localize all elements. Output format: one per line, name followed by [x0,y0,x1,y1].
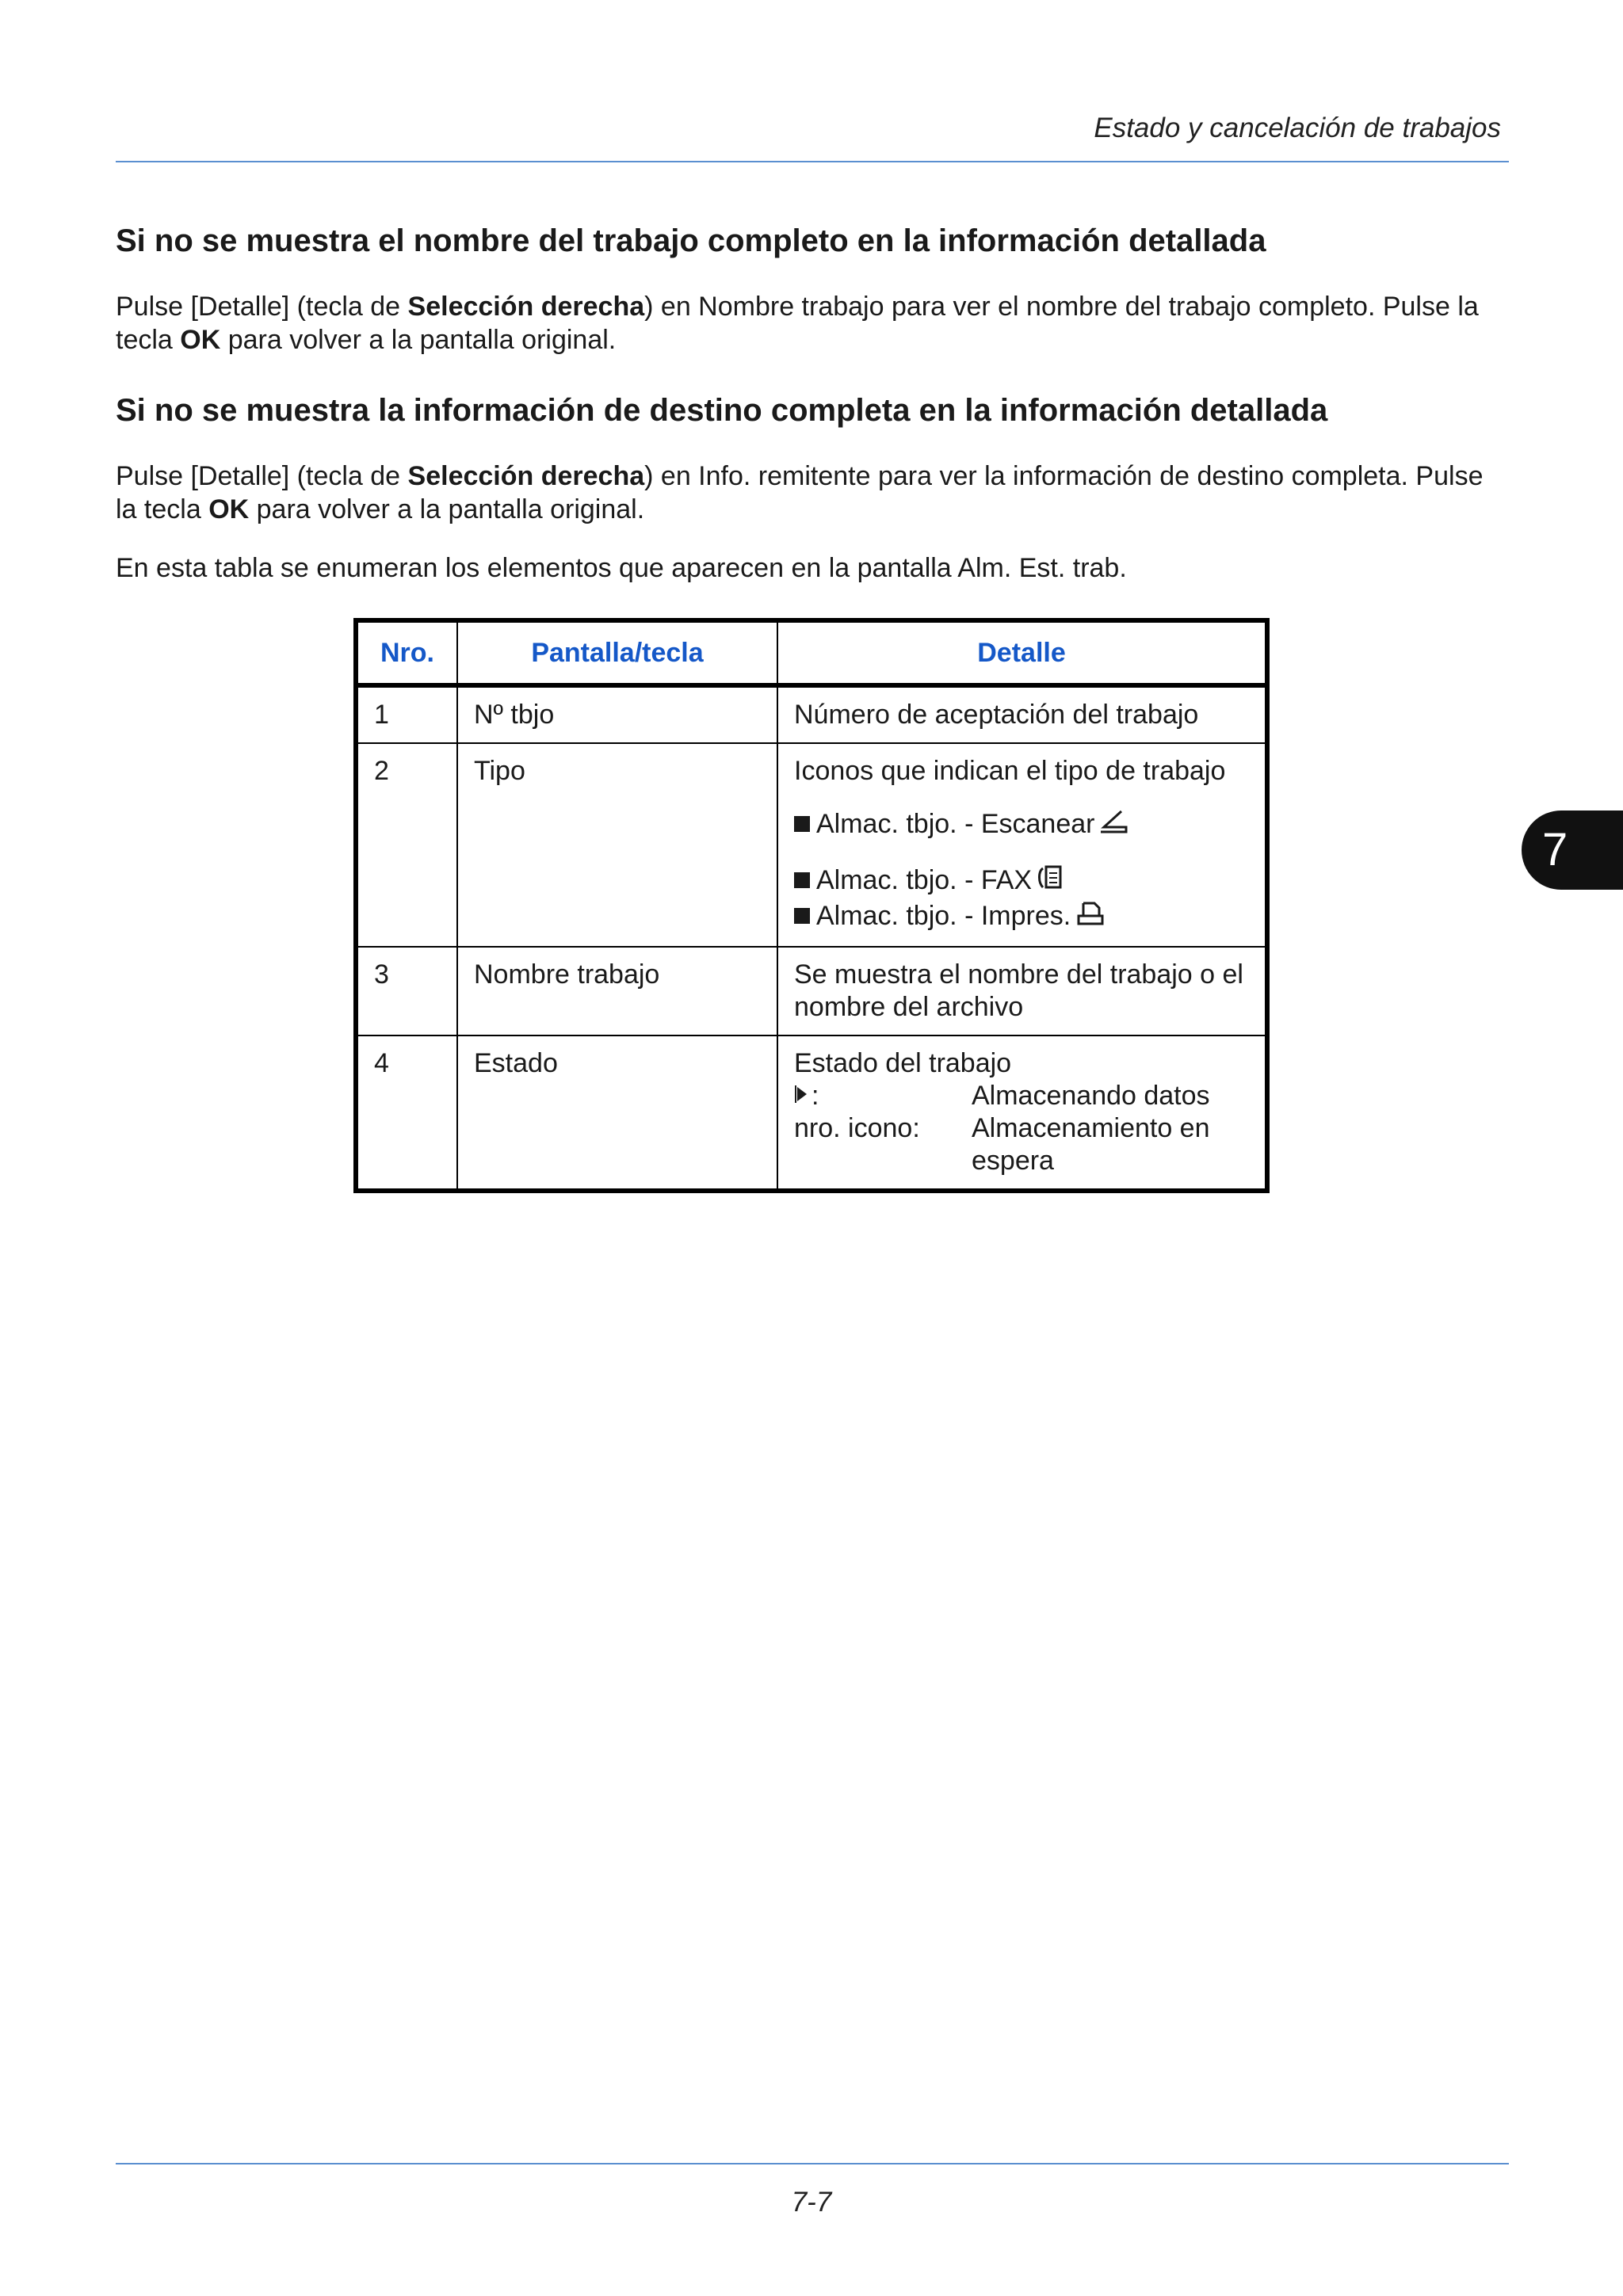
cell-nro: 3 [356,947,457,1035]
section-paragraph-job-name [116,290,1510,357]
paragraph-text: Pulse [Detalle] (tecla de [116,461,408,491]
section-paragraph-destination [116,460,1510,526]
scan-icon [1099,808,1129,843]
cell-key: Estado [457,1035,777,1191]
item-text: Almac. tbjo. - FAX [816,865,1033,895]
paragraph-text: ) en Nombre trabajo para ver el nombre del trabajo completo. Pulse la tecla [116,292,1479,355]
chapter-tab: 7 [1522,810,1623,890]
header-detail: Detalle [777,620,1267,685]
storing-data-icon [794,1081,812,1111]
cell-nro: 1 [356,685,457,743]
detail-text: Estado del trabajo [794,1048,1012,1079]
table-header-row [356,620,1267,685]
key-name-bold: OK [180,325,221,355]
cell-nro: 4 [356,1035,457,1191]
table-row [356,1035,1267,1191]
cell-key: Tipo [457,743,777,947]
square-bullet-icon [794,908,810,924]
running-header: Estado y cancelación de trabajos [1094,113,1501,143]
status-value: Almacenamiento en espera [972,1113,1210,1177]
table-intro: En esta tabla se enumeran los elementos que aparecen en la pantalla Alm. Est. trab. [116,553,1127,583]
key-name-bold: Selección derecha [407,461,645,491]
table-row [356,685,1267,743]
key-name-bold: OK [208,494,250,524]
cell-key: Nº tbjo [457,685,777,743]
detail-text: Iconos que indican el tipo de trabajo [794,756,1226,786]
square-bullet-icon [794,816,810,832]
header-rule [116,161,1509,162]
list-item [794,900,1249,935]
list-item [794,808,1249,843]
status-label: nro. icono: [794,1113,920,1144]
paragraph-text: Pulse [Detalle] (tecla de [116,292,408,322]
status-label-text: : [812,1081,819,1112]
key-name-bold: Selección derecha [407,292,645,322]
item-text: Almac. tbjo. - Impres. [816,901,1071,932]
paragraph-text: ) en Info. remitente para ver la información de destino completa. Pulse la tecla [116,461,1484,524]
job-status-table [353,618,1270,1193]
header-nro: Nro. [356,620,457,685]
section-heading-job-name: Si no se muestra el nombre del trabajo completo en la información detallada [116,223,1266,258]
header-screen-key: Pantalla/tecla [457,620,777,685]
cell-detail: Se muestra el nombre del trabajo o el nombre del archivo [777,947,1267,1035]
cell-key: Nombre trabajo [457,947,777,1035]
footer-rule [116,2163,1509,2164]
cell-nro: 2 [356,743,457,947]
paragraph-text: para volver a la pantalla original. [220,325,617,355]
fax-icon [1037,864,1068,900]
status-value: Almacenando datos [972,1081,1210,1112]
page-number: 7-7 [791,2187,832,2218]
square-bullet-icon [794,872,810,888]
item-text: Almac. tbjo. - Escanear [816,809,1095,839]
cell-detail [777,743,1267,947]
cell-detail [777,1035,1267,1191]
printer-icon [1075,900,1106,935]
status-legend [794,1080,1249,1177]
cell-detail: Número de aceptación del trabajo [777,685,1267,743]
paragraph-text: para volver a la pantalla original. [249,494,645,524]
status-label [794,1080,972,1112]
table-row [356,743,1267,947]
table-row [356,947,1267,1035]
section-heading-destination: Si no se muestra la información de destino completa en la información detallada [116,393,1328,428]
list-item [794,864,1249,900]
